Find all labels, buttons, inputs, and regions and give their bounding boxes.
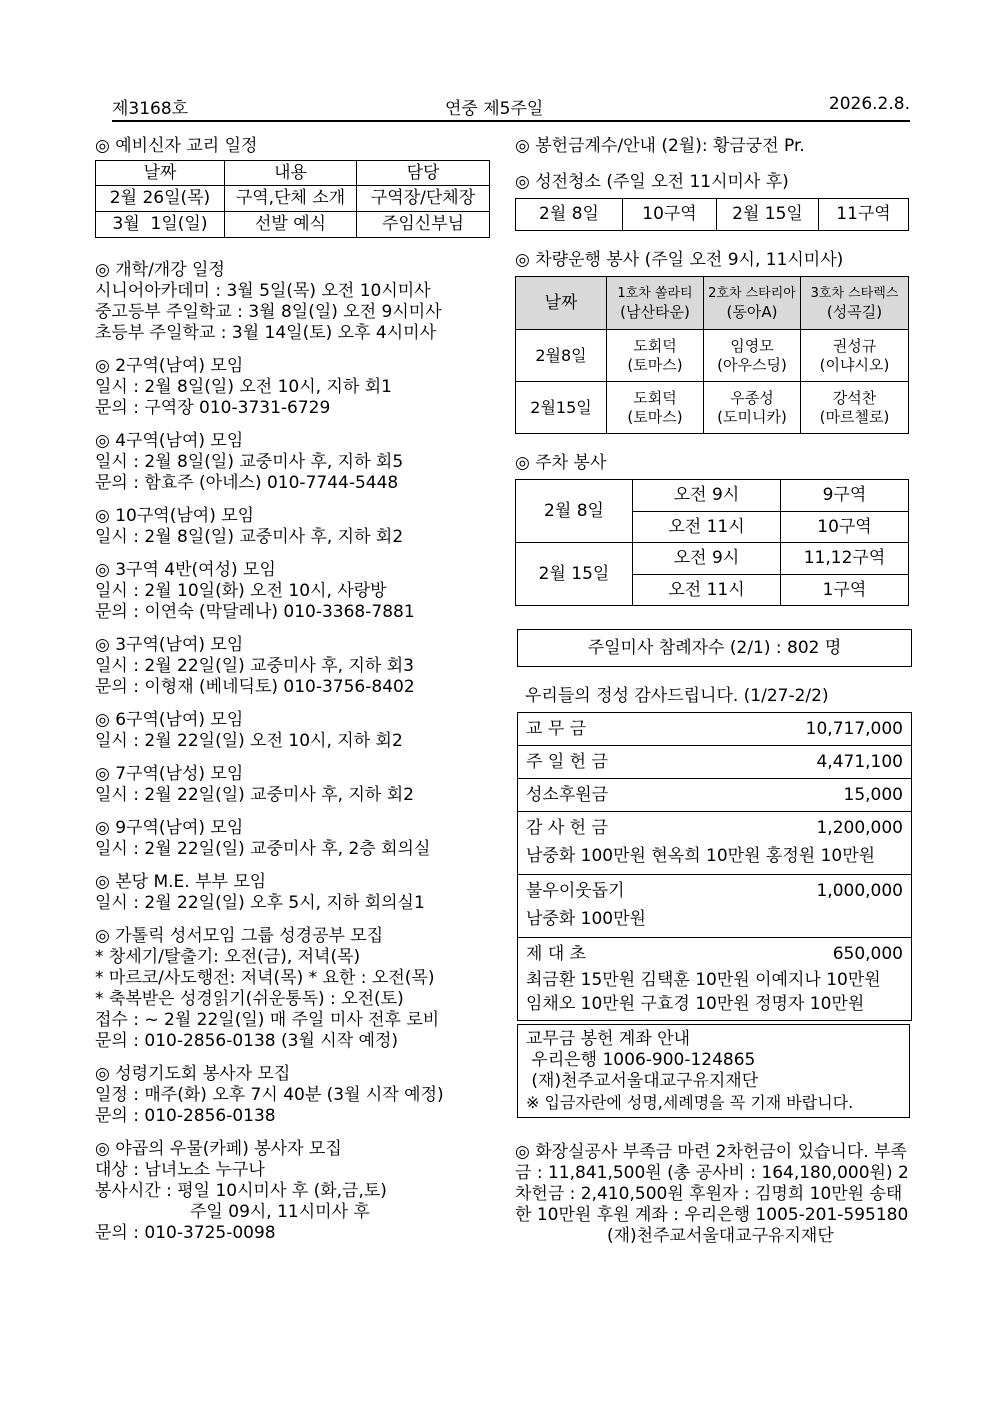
notice-district7 — [95, 764, 505, 806]
notice-title: ◎ 본당 M.E. 부부 모임 — [95, 872, 267, 892]
restroom-line: (재)천주교서울대교구유지재단 — [607, 1226, 834, 1246]
notice-title: ◎ 4구역(남여) 모임 — [95, 431, 244, 451]
notice-title: ◎ 10구역(남여) 모임 — [95, 506, 255, 526]
driver-name: 임영모 — [730, 336, 774, 355]
parking-time: 오전 11시 — [633, 575, 781, 606]
restroom-title: ◎ 화장실공사 부족금 마련 2차헌금이 있습니다. — [515, 1142, 869, 1162]
cleaning-cell: 11구역 — [819, 199, 909, 231]
cleaning-cell: 10구역 — [623, 199, 717, 231]
notice-line: * 창세기/탈출기: 오전(금), 저녁(목) — [95, 947, 361, 967]
thanks-row — [518, 812, 911, 875]
notice-prayer-volunteers — [95, 1064, 505, 1127]
notice-title: ◎ 9구역(남여) 모임 — [95, 818, 244, 838]
notice-line: 시니어아카데미 : 3월 5일(목) 오전 10시미사 — [95, 281, 431, 301]
thanks-detail: 남중화 100만원 — [526, 909, 646, 929]
thanks-row — [518, 779, 911, 812]
parking-district: 10구역 — [781, 512, 909, 543]
liturgical-week: 연중 제5주일 — [445, 99, 544, 119]
notice-title: ◎ 6구역(남여) 모임 — [95, 710, 244, 730]
notice-line: * 마르코/사도행전: 저녁(목) * 요한 : 오전(목) — [95, 968, 435, 988]
notice-title: ◎ 야곱의 우물(카페) 봉사자 모집 — [95, 1139, 342, 1159]
notice-line: 문의 : 이연숙 (막달레나) 010-3368-7881 — [95, 602, 415, 622]
thanks-amount: 4,471,100 — [816, 752, 903, 772]
notice-line: 봉사시간 : 평일 10시미사 후 (화,금,토) — [95, 1181, 387, 1201]
driver-baptismal-name: (아우스딩) — [717, 355, 787, 374]
thanks-amount: 650,000 — [832, 944, 903, 964]
notice-line: 문의 : 함효주 (아네스) 010-7744-5448 — [95, 473, 399, 493]
driver-baptismal-name: (토마스) — [627, 407, 683, 426]
driver-name: 도회덕 — [633, 388, 677, 407]
notice-line: 일시 : 2월 22일(일) 교중미사 후, 지하 회2 — [95, 785, 414, 805]
thanks-amount: 10,717,000 — [805, 719, 903, 739]
vehicle-header-car1 — [607, 277, 704, 330]
thanks-detail: 최금환 15만원 김택훈 10만원 이예지나 10만원 — [526, 970, 881, 990]
account-line: 우리은행 1006-900-124865 — [526, 1050, 756, 1070]
parking-time: 오전 11시 — [633, 512, 781, 543]
driver-name: 권성규 — [832, 336, 877, 355]
restroom-line: 부족금 : 11,841,500원 (총 공사비 : 164,180,000원) — [515, 1142, 907, 1183]
catechumen-table — [95, 160, 490, 238]
account-box — [517, 1024, 910, 1118]
cleaning-cell: 2월 15일 — [717, 199, 819, 231]
thanks-detail: 남중화 100만원 현옥희 10만원 홍정원 10만원 — [526, 846, 876, 866]
account-line: (재)천주교서울대교구유지재단 — [526, 1071, 759, 1091]
driver-baptismal-name: (이냐시오) — [819, 355, 890, 374]
notice-line: 중고등부 주일학교 : 3월 8일(일) 오전 9시미사 — [95, 302, 442, 322]
restroom-section — [515, 1142, 915, 1247]
notice-title: ◎ 개학/개강 일정 — [95, 260, 225, 280]
cleaning-section — [515, 172, 909, 231]
driver-name: 도회덕 — [633, 336, 677, 355]
notice-line: 일시 : 2월 22일(일) 오후 5시, 지하 회의실1 — [95, 893, 425, 913]
thanks-label: 교 무 금 — [526, 719, 587, 739]
vehicle-driver — [801, 382, 909, 434]
notice-line: 일시 : 2월 8일(일) 교중미사 후, 지하 회5 — [95, 452, 404, 472]
catechumen-cell: 주임신부님 — [357, 212, 490, 238]
notice-district2 — [95, 356, 505, 419]
notice-line: 접수 : ~ 2월 22일(일) 매 주일 미사 전후 로비 — [95, 1010, 440, 1030]
notice-line: 문의 : 010-3725-0098 — [95, 1223, 276, 1243]
parking-district: 1구역 — [781, 575, 909, 606]
cleaning-cell: 2월 8일 — [516, 199, 623, 231]
catechumen-header-content: 내용 — [225, 161, 357, 186]
vehicle-car-route: (남산타운) — [620, 303, 690, 321]
parking-district: 11,12구역 — [781, 543, 909, 575]
notice-line: 일시 : 2월 10일(화) 오전 10시, 사랑방 — [95, 581, 387, 601]
cleaning-table — [515, 198, 909, 231]
notice-me-couples — [95, 872, 505, 914]
restroom-line: 후원 계좌 : 우리은행 1005-201-595180 — [596, 1205, 909, 1225]
parking-title: ◎ 주차 봉사 — [515, 453, 607, 473]
vehicle-driver — [607, 330, 704, 382]
notice-line: * 축복받은 성경읽기(쉬운통독) : 오전(토) — [95, 989, 404, 1009]
notice-district3-group4 — [95, 560, 505, 623]
driver-name: 강석찬 — [832, 388, 877, 407]
notice-line: 일시 : 2월 8일(일) 교중미사 후, 지하 회2 — [95, 527, 404, 547]
thanks-row — [518, 875, 911, 938]
notice-title: ◎ 가톨릭 성서모임 그룹 성경공부 모집 — [95, 926, 384, 946]
thanks-table — [517, 712, 912, 1021]
restroom-line: 후원자 : 김명희 10만원 송태한 10만원 — [515, 1184, 903, 1225]
driver-baptismal-name: (마르첼로) — [819, 407, 890, 426]
vehicle-driver — [704, 330, 801, 382]
cleaning-title: ◎ 성전청소 (주일 오전 11시미사 후) — [515, 172, 789, 192]
vehicle-car-name: 1호차 쏠라티 — [617, 286, 693, 301]
notice-district10 — [95, 506, 505, 548]
offering-count-notice — [515, 136, 915, 157]
account-line: 교무금 봉헌 계좌 안내 — [526, 1029, 691, 1049]
notice-title: ◎ 성령기도회 봉사자 모집 — [95, 1064, 291, 1084]
notice-line: 일시 : 2월 22일(일) 교중미사 후, 지하 회3 — [95, 656, 414, 676]
catechumen-header-date: 날짜 — [96, 161, 225, 186]
vehicle-section — [515, 250, 909, 434]
notice-title: ◎ 2구역(남여) 모임 — [95, 356, 244, 376]
thanks-title: 우리들의 정성 감사드립니다. (1/27-2/2) — [525, 686, 829, 706]
notice-line: 초등부 주일학교 : 3월 14일(토) 오후 4시미사 — [95, 323, 437, 343]
notice-district4 — [95, 431, 505, 494]
left-column — [95, 136, 495, 238]
notice-line: 일시 : 2월 22일(일) 교중미사 후, 2층 회의실 — [95, 839, 431, 859]
notice-title: ◎ 3구역 4반(여성) 모임 — [95, 560, 276, 580]
notice-district3 — [95, 635, 505, 698]
catechumen-cell: 2월 26일(목) — [96, 186, 225, 212]
parking-table — [515, 479, 909, 606]
parking-date: 2월 15일 — [516, 543, 633, 606]
catechumen-cell: 구역,단체 소개 — [225, 186, 357, 212]
notice-district9 — [95, 818, 505, 860]
parking-time: 오전 9시 — [633, 480, 781, 512]
catechumen-cell: 구역장/단체장 — [357, 186, 490, 212]
attendance-text: 주일미사 참례자수 (2/1) : 802 명 — [587, 638, 842, 658]
notice-line: 주일 09시, 11시미사 후 — [190, 1202, 370, 1222]
vehicle-driver — [704, 382, 801, 434]
catechumen-title: ◎ 예비신자 교리 일정 — [95, 136, 258, 156]
catechumen-header-charge: 담당 — [357, 161, 490, 186]
notice-line: 일시 : 2월 8일(일) 오전 10시, 지하 회1 — [95, 377, 392, 397]
notice-line: 문의 : 010-2856-0138 — [95, 1106, 276, 1126]
vehicle-car-route: (동아A) — [726, 303, 778, 321]
driver-baptismal-name: (토마스) — [627, 355, 683, 374]
thanks-row — [518, 938, 911, 1020]
page-header — [112, 92, 910, 122]
notice-line: 일정 : 매주(화) 오후 7시 40분 (3월 시작 예정) — [95, 1085, 444, 1105]
vehicle-car-name: 2호차 스타리아 — [708, 286, 796, 301]
notice-line: 문의 : 이형재 (베네딕토) 010-3756-8402 — [95, 677, 415, 697]
vehicle-header-car2 — [704, 277, 801, 330]
vehicle-car-name: 3호차 스타렉스 — [810, 286, 899, 301]
notice-cafe-volunteers — [95, 1139, 505, 1244]
offering-count-text: ◎ 봉헌금계수/안내 (2월): 황금궁전 Pr. — [515, 136, 805, 156]
account-line: ※ 입금자란에 성명,세례명을 꼭 기재 바랍니다. — [526, 1093, 854, 1112]
left-notices — [95, 260, 505, 1256]
driver-name: 우종성 — [730, 388, 774, 407]
notice-line: 대상 : 남녀노소 누구나 — [95, 1160, 265, 1180]
vehicle-date: 2월8일 — [516, 330, 607, 382]
vehicle-header-date: 날짜 — [516, 277, 607, 330]
vehicle-car-route: (성곡길) — [826, 303, 883, 321]
vehicle-driver — [607, 382, 704, 434]
notice-line: 문의 : 구역장 010-3731-6729 — [95, 398, 331, 418]
notice-line: 일시 : 2월 22일(일) 오전 10시, 지하 회2 — [95, 731, 403, 751]
thanks-label: 감 사 헌 금 — [526, 818, 608, 838]
catechumen-cell: 선발 예식 — [225, 212, 357, 238]
vehicle-date: 2월15일 — [516, 382, 607, 434]
attendance-box — [517, 629, 912, 667]
thanks-label: 성소후원금 — [526, 785, 609, 805]
thanks-row — [518, 713, 911, 746]
thanks-row — [518, 746, 911, 779]
thanks-amount: 1,000,000 — [816, 881, 903, 901]
parking-district: 9구역 — [781, 480, 909, 512]
notice-opening-schedule — [95, 260, 505, 344]
vehicle-title: ◎ 차량운행 봉사 (주일 오전 9시, 11시미사) — [515, 250, 844, 270]
parking-date: 2월 8일 — [516, 480, 633, 543]
issue-number: 제3168호 — [112, 99, 189, 119]
vehicle-header-car3 — [801, 277, 909, 330]
parking-section — [515, 453, 909, 606]
thanks-amount: 15,000 — [843, 785, 903, 805]
vehicle-driver — [801, 330, 909, 382]
thanks-label: 제 대 초 — [526, 944, 587, 964]
thanks-label: 불우이웃돕기 — [526, 881, 625, 901]
notice-district6 — [95, 710, 505, 752]
restroom-line: 2차헌금 : 2,410,500원 — [515, 1163, 909, 1204]
driver-baptismal-name: (도미니카) — [717, 407, 787, 426]
thanks-detail: 임채오 10만원 구효경 10만원 정명자 10만원 — [526, 994, 865, 1014]
notice-title: ◎ 7구역(남성) 모임 — [95, 764, 244, 784]
parking-time: 오전 9시 — [633, 543, 781, 575]
notice-line: 문의 : 010-2856-0138 (3월 시작 예정) — [95, 1031, 399, 1051]
notice-title: ◎ 3구역(남여) 모임 — [95, 635, 244, 655]
thanks-amount: 1,200,000 — [816, 818, 903, 838]
issue-date: 2026.2.8. — [828, 94, 910, 114]
thanks-label: 주 일 헌 금 — [526, 752, 608, 772]
vehicle-table — [515, 276, 909, 434]
notice-bible-study — [95, 926, 505, 1052]
catechumen-cell: 3월 1일(일) — [96, 212, 225, 238]
